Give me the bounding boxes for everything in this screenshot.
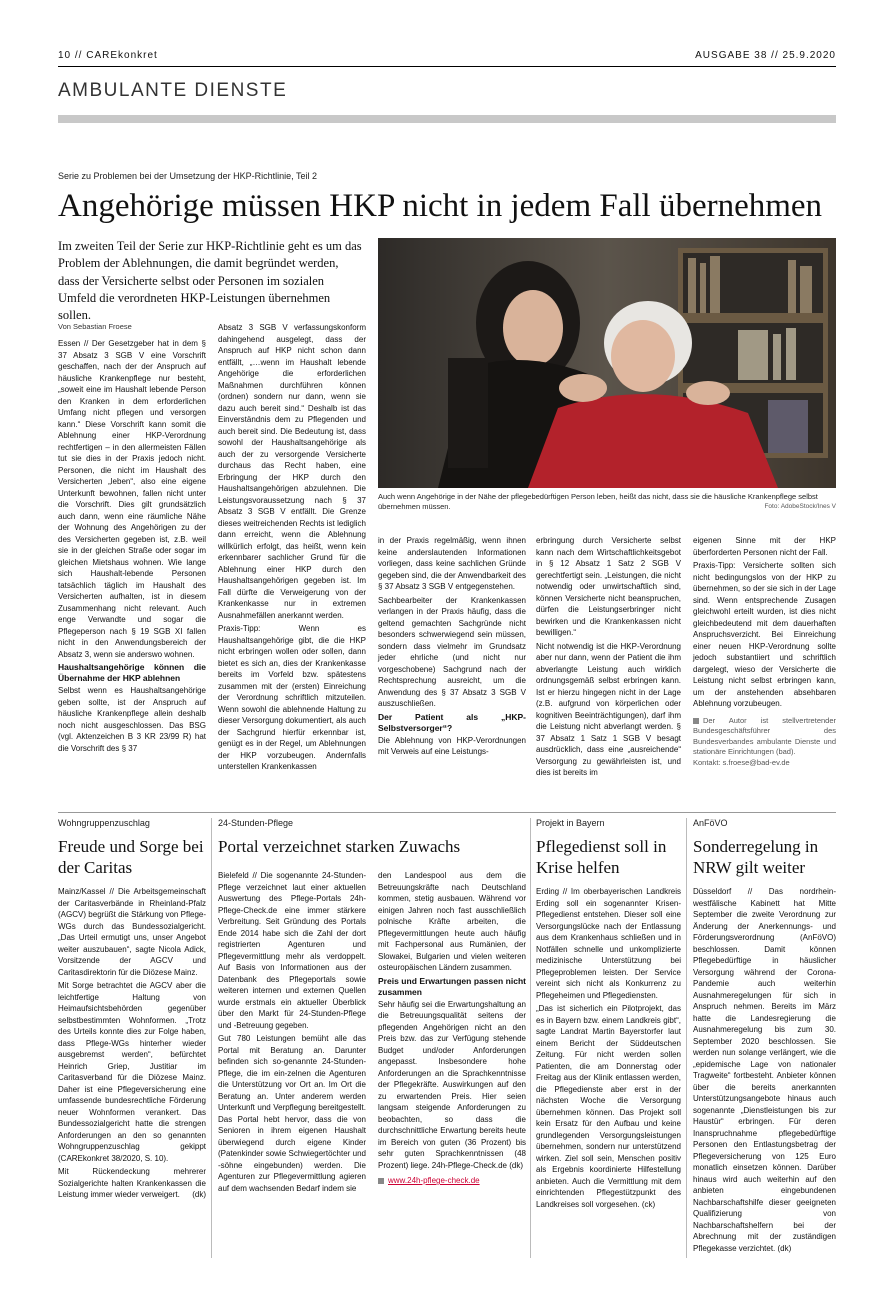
article-title: Sonderregelung in NRW gilt weiter bbox=[693, 837, 819, 877]
page-header-right: AUSGABE 38 // 25.9.2020 bbox=[695, 50, 836, 61]
article-subhead: Preis und Erwartungen passen nicht zusammen bbox=[378, 975, 526, 997]
paragraph: Erding // Im oberbayerischen Landkreis Erding soll ein sogenannter Krisen-Pflegedienst entstehen. Dieser soll eine Versorgungslücke nach der Entlassung aus dem Krankenhaus schließen und in Notfällen schnelle und unkomplizierte medizinische Unterstützung bei Pflegeproblemen leisten. Der Service vereint sich nicht als Konkurrenz zu Pflegeheimen und Pflegediensten. bbox=[536, 887, 681, 1000]
paragraph-text: Düsseldorf // Das nordrhein-westfälische Kabinett hat Mitte September die zweite Verordnung zur Änderung der Anerkennungs- und Förderungsverordnung (AnFöVO) beschlossen. Damit können Pflegebedürftige in häuslicher Versorgung während der Corona-Pandemie auch weiterhin Ausnahmeregelungen für sich in Anspruch nehmen. Bereits im März hatte die Landesregierung die Ausnahmeregelung bis zum 30. September 2020 beschlossen. Sie werden nun solange verlängert, wie die „epidemische Lage von nationaler Tragweite“ fortbesteht. Anbieter können über die bereits anerkannten Unterstützungsangebote hinaus auch sogenannte „Dienstleistungen bis zur Haustür“ erbringen. Für deren Inanspruchnahme pflegebedürftige Personen den Entlastungsbetrag der Pflegeversicherung von 125 Euro monatlich einsetzen können. Darüber hinaus wird auch weiterhin auf den anbieten eingebundenen Nachbarschaftshilfe dieser geeigneten Qualifizierung von Nachbarschaftshelfern bei der Abrechnung mit der zuständigen Pflegekasse verzichtet. bbox=[693, 887, 836, 1253]
article-photo bbox=[378, 238, 836, 488]
paragraph: den Landespool aus dem die Betreuungskräfte nach Deutschland kommen, stetig ausbauen. Während vor einigen Jahren noch fast ausschließlich polnische Kräfte arbeiten, die Pflegevermittlungen heute auch häufig mit Fachpersonal aus Rumänien, der Slowakei, Bulgarien und vielen weiteren osteuropäischen Ländern zusammen. bbox=[378, 871, 526, 972]
author-note: Der Autor ist stellvertretender Bundesgeschäftsführer des Bundesverbandes ambulante Dienste und stationäre Einrichtungen (bad). bbox=[693, 715, 836, 756]
main-col-4 bbox=[536, 535, 681, 781]
paragraph: Mit Sorge betrachtet die AGCV aber die leichtfertige Haltung von Heimaufsichtsbehörden gegenüber selbstbestimmten Wohnformen. „Trotz des Urteils konnte dies zur Folge haben, dass Pflege-WGs hinterher wieder ausgebremst werden“, befürchtet Heinrich Griep, Justitiar im Caritasverband für die Diözese Mainz. Daher ist eine Pflegeversicherung eine umfassende bundesrechtliche Förderung neuer Wohnformen verankert. Das Bundessozialgericht hatte die strengen Anforderungen an den so genannten Wohngruppenzuschlag gekippt (CAREkonkret 38/2020, S. 10). bbox=[58, 981, 206, 1163]
author-sign: (dk) bbox=[192, 1190, 206, 1199]
paragraph: Nicht notwendig ist die HKP-Verordnung aber nur dann, wenn der Patient die ihm abverlangte Leistung auch wirklich ordnungsgemäß selbst erbringen kann. Ist er hierzu hingegen nicht in der Lage (z.B. aufgrund von körperlichen oder kognitiven Beeinträchtigungen), darf ihm die Leistung nicht abverlangt werden. § 37 Absatz 1 Satz 1 SGB V besagt ausdrücklich, dass eine „ausreichende“ Versorgung zu gewährleisten ist, und dies ist bereits im bbox=[536, 641, 681, 777]
main-col-5 bbox=[693, 535, 836, 768]
paragraph-text: Sehr häufig sei die Erwartungshaltung an die Betreuungsqualität seitens der pflegenden Angehörigen nicht an den Preis bzw. das zur Verfügung stehende Budget und/oder Anforderungen angepasst. Insbesondere hohe Anforderungen an die Sprachkenntnisse der Pflegekräfte. Auswirkungen auf den zu erwartenden Preis. Hier seien langsam steigende Anforderungen zu beobachten, so dass die durchschnittliche Erwartung bereits heute im Bereich von guten (36 Prozent) bis sehr guten Sprachkenntnissen (48 Prozent) liege. 24h-Pflege-Check.de bbox=[378, 999, 526, 1170]
author-note-block bbox=[693, 716, 836, 769]
article-title: Freude und Sorge bei der Caritas bbox=[58, 837, 204, 877]
article-24h-col-2 bbox=[378, 870, 526, 1187]
article-nrw bbox=[693, 818, 836, 1256]
author-sign: (dk) bbox=[509, 1160, 523, 1170]
col1-subhead: Haushaltsangehörige können die Übernahme der HKP ablehnen bbox=[58, 662, 206, 683]
paragraph: Gut 780 Leistungen bemüht alle das Portal mit Beratung an. Darunter befinden sich so-genannte 24-Stunden-Pflege, die im ein-zelnen die Agenturen die Unterstützung vor Ort an. Im Ort die Beratung an. Unter anderem werden Unterkunft und Verpflegung bereitgestellt. Das Portal hebt hervor, dass die von Senioren in ihrem eigenen Haushalt überwiegend durch eigene Kinder (Patenkinder sowie Schwiegertöchter und -söhne eingebunden) werden. Die Agenturen zur Pflegevermittlung agieren auf dem wachsenden Bedarf indem sie bbox=[218, 1034, 366, 1193]
main-col-1 bbox=[58, 338, 206, 756]
photo-illustration bbox=[378, 238, 836, 488]
article-kicker: Wohngruppenzuschlag bbox=[58, 818, 150, 828]
article-title: Portal verzeichnet starken Zuwachs bbox=[218, 837, 461, 856]
article-caritas bbox=[58, 818, 206, 1203]
portal-link[interactable]: www.24h-pflege-check.de bbox=[388, 1176, 480, 1185]
section-title: AMBULANTE DIENSTE bbox=[58, 80, 288, 101]
paragraph bbox=[536, 1003, 681, 1210]
photo-caption: Auch wenn Angehörige in der Nähe der pflegebedürftigen Person leben, heißt das nicht, dass sie die häusliche Krankenpflege selbst übernehmen müssen. bbox=[378, 492, 818, 511]
author-sign: (dk) bbox=[777, 1243, 792, 1253]
page-header-left: 10 // CAREkonkret bbox=[58, 50, 158, 61]
paragraph-text: „Das ist sicherlich ein Pilotprojekt, das es in Bayern bzw. einem Landkreis gibt“, sagte Landrat Martin Bayerstorfer laut einem Bericht der Süddeutschen Zeitung. Für nicht werden sollen Patienten, die am Donnerstag oder Freitag aus der Klinik entlassen werden, die Pflegedienste aber erst in der nächsten Woche die Versorgung übernehmen können. Das Projekt soll kein Ersatz für den Aufbau und keine grundlegenden Versorgungsleistungen übernehmen, sondern nur unterstützend wirken. Ziel soll sein, Menschen positiv als Ergebnis koordinierte Hilfestellung anbieten. Auch die Vermittlung mit dem einrichtenden Pflegestützpunkt des Landkreises soll vorgesehen. bbox=[536, 1004, 681, 1209]
section-divider bbox=[58, 812, 836, 813]
main-lead: Im zweiten Teil der Serie zur HKP-Richtlinie geht es um das Problem der Ablehnungen, die damit begründet werden, dass der Versicherte selbst oder Personen im sozialen Umfeld die verordneten HKP-Leistungen übernehmen sollen. bbox=[58, 239, 362, 323]
link-row bbox=[378, 1175, 526, 1187]
photo-credit: Foto: AdobeStock/Ines V bbox=[764, 503, 836, 510]
paragraph bbox=[58, 1166, 206, 1201]
paragraph: eigenen Sinne mit der HKP überforderten Personen nicht der Fall. bbox=[693, 536, 836, 557]
header-rule bbox=[58, 66, 836, 67]
paragraph: Sachbearbeiter der Krankenkassen verlangen in der Praxis häufig, dass die geltend gemachten Sachgründe nicht besonders schwerwiegend sein müssen, sondern dass vielmehr im Grundsatz jeder ehrliche (und nicht nur vorgeschobene) Sachgrund nach der Rechtsprechung ausreicht, um die Anwendung des § 37 Absatz 3 SGB V auszuschließen. bbox=[378, 595, 526, 708]
paragraph: Praxis-Tipp: Wenn es Haushaltsangehörige gibt, die die HKP nicht erbringen wollen oder sollen, dann bietet es sich an, dies der Krankenkasse bereits im Vorfeld bzw. spätestens zusammen mit der (ersten) Einreichung der Verordnung schriftlich mitzuteilen. Wenn sowohl die ablehnende Haltung zu dieser Versorgung dokumentiert, als auch der Sachgrund hierfür erkennbar ist, genügt es in der Regel, um Ablehnungen der HKP vorzubeugen. Andernfalls unterstellen Krankenkassen bbox=[218, 624, 366, 771]
paragraph: Absatz 3 SGB V verfassungskonform dahingehend ausgelegt, dass der Anspruch auf HKP nicht schon dann entfällt, „…wenn im Haushalt lebende Angehörige die erforderlichen Maßnahmen durchführen können (ordnen) sondern nur dann, wenn sie dazu auch bereit sind.“ Deshalb ist das Einverständnis dem zu Pflegenden und auch bereit sind. Die Bedeutung ist, dass sowohl der Haushaltsangehörige als auch der zu versorgende Versicherte durchaus das Recht haben, eine Erbringung der HKP durch den Haushaltsangehörigen abzulehnen. Die Leistungsvoraussetzung nach § 37 Absatz 3 SGB V entfällt. Die Grenze dieses weitreichenden Rechts ist lediglich dann erreicht, wenn die Ablehnung willkürlich erfolgt, das heißt, wenn kein erkennbarer sachlicher Grund für die Ablehnung einer HKP durch den Haushaltsangehörigen gegeben ist. Im Fall dürfte die Verweigerung von der Krankenkasse nur in extremen Ausnahmefällen anerkannt werden. bbox=[218, 323, 366, 620]
paragraph: in der Praxis regelmäßig, wenn ihnen keine anderslautenden Informationen vorliegen, dass keine sachlichen Gründe gegeben sind, die der Anwendbarkeit des § 37 Absatz 3 SGB V entgegenstehen. bbox=[378, 536, 526, 591]
main-col-3 bbox=[378, 535, 526, 760]
paragraph bbox=[693, 886, 836, 1254]
col3-subhead: Der Patient als „HKP-Selbstversorger“? bbox=[378, 711, 526, 733]
section-bar bbox=[58, 115, 836, 123]
article-title: Pflegedienst soll in Krise helfen bbox=[536, 837, 667, 877]
paragraph: Mainz/Kassel // Die Arbeitsgemeinschaft der Caritasverbände in Rheinland-Pfalz (AGCV) begrüßt die Stärkung von Pflege-WGs durch das Bundessozialgericht. „Das Urteil ermutigt uns, unser Angebot weiter auszubauen“, sagte Nicola Adick, Vorsitzende der AGCV und Caritasdirektorin für die Diözese Mainz. bbox=[58, 887, 206, 977]
main-kicker: Serie zu Problemen bei der Umsetzung der HKP-Richtlinie, Teil 2 bbox=[58, 171, 317, 181]
article-kicker: 24-Stunden-Pflege bbox=[218, 818, 294, 828]
column-divider bbox=[211, 818, 212, 1258]
column-divider bbox=[530, 818, 531, 1258]
paragraph-text: Mit Rückendeckung mehrerer Sozialgerichte halten Krankenkassen die Leistung immer wieder verweigert. bbox=[58, 1167, 206, 1199]
article-bayern bbox=[536, 818, 681, 1212]
article-24h-pflege bbox=[218, 818, 526, 857]
author-contact: Kontakt: s.froese@bad-ev.de bbox=[693, 757, 790, 767]
main-headline: Angehörige müssen HKP nicht in jedem Fall übernehmen bbox=[58, 188, 823, 224]
paragraph: Essen // Der Gesetzgeber hat in dem § 37 Absatz 3 SGB V eine Vorschrift geschaffen, nach der der Anspruch auf häusliche Krankenpflege nur besteht, „soweit eine im Haushalt lebende Person den Kranken in dem erforderlichen Umfang nicht pflegen und versorgen kann.“ Diese Vorschrift kann somit die Ablehnung einer HKP-Verordnung rechtfertigen – in den allermeisten Fällen tut sie dies in der Praxis jedoch nicht. Personen, die nicht im Haushalt des Versicherten „leben“, also eine eigene Unterkunft bewohnen, fallen nicht unter die Vorschrift. Dies gilt grundsätzlich auch dann, wenn eine räumliche Nähe der Wohnung des Angehörigen zu der des Versicherten gegeben ist, z.B. weil sie in der gleichen Straße oder sogar im gleichen Mietshaus wohnen. Wie lange sich Haushalt-lebende Personen tatsächlich täglich im Haushalt des Versicherten aufhalten, ist in diesem Zusammenhang nicht relevant. Auch enge Verwandte und sogar die Pflegeperson nach § 19 SGB XI fallen nicht in den Anwendungsbereich der Absatz 3, wenn sie anderswo wohnen. bbox=[58, 339, 206, 659]
paragraph: Praxis-Tipp: Versicherte sollten sich nicht bedingungslos von der HKP zu übernehmen, so der sie sich in der Lage sind. Wenn entsprechende Zusagen gleichwohl erteilt wurden, ist dies nicht gleichbedeutend mit dem dauerhaften Anspruchsverzicht. Bei Einreichung einer neuen HKP-Verordnung sollte jedoch substantiiert und schriftlich dargelegt, wieso der Versicherte die Leistung nicht selbst erbringen kann, um der anstehenden absehbaren Ablehnung vorzubeugen. bbox=[693, 561, 836, 708]
paragraph: erbringung durch Versicherte selbst kann nach dem Wirtschaftlichkeitsgebot in § 12 Absatz 1 Satz 2 SGB V gerechtfertigt sein. „Leistungen, die nicht notwendig oder unwirtschaftlich sind, können Versicherte nicht beanspruchen, dürfen die Leistungserbringer nicht bewirken und die Krankenkassen nicht bewilligen.“ bbox=[536, 536, 681, 637]
paragraph: Bielefeld // Die sogenannte 24-Stunden-Pflege verzeichnet laut einer aktuellen Auswertung des Pflege-Portals 24h-Pflege-Check.de eine immer stärkere Verbreitung. Seit Gründung des Portals Ende 2014 habe sich die Zahl der dort registrierten Agenturen und Pflegevermittlung mehr als verdoppelt. Auf Basis von Informationen aus der Datenbank des Pflegeportals sowie weiteren internen und externen Quellen wurde erstmals ein aktueller Überblick über den Markt für 24-Stunden-Pflege und -Betreuung gegeben. bbox=[218, 871, 366, 1030]
paragraph bbox=[378, 999, 526, 1172]
column-divider bbox=[686, 818, 687, 1258]
paragraph: Selbst wenn es Haushaltsangehörige geben sollte, ist der Anspruch auf häusliche Krankenpflege allein deshalb noch nicht ausgeschlossen. Das BSG (vgl. Aktenzeichen B 3 KR 23/99 R) hat die Vorschrift des § 37 bbox=[58, 686, 206, 753]
byline: Von Sebastian Froese bbox=[58, 322, 132, 331]
square-bullet-icon bbox=[693, 718, 699, 724]
article-kicker: Projekt in Bayern bbox=[536, 818, 605, 828]
article-24h-col-1 bbox=[218, 870, 366, 1196]
author-sign: (ck) bbox=[641, 1199, 656, 1209]
article-kicker: AnFöVO bbox=[693, 818, 728, 828]
square-bullet-icon bbox=[378, 1178, 384, 1184]
main-col-2 bbox=[218, 322, 366, 775]
paragraph: Die Ablehnung von HKP-Verordnungen mit Verweis auf eine Leistungs- bbox=[378, 735, 526, 756]
